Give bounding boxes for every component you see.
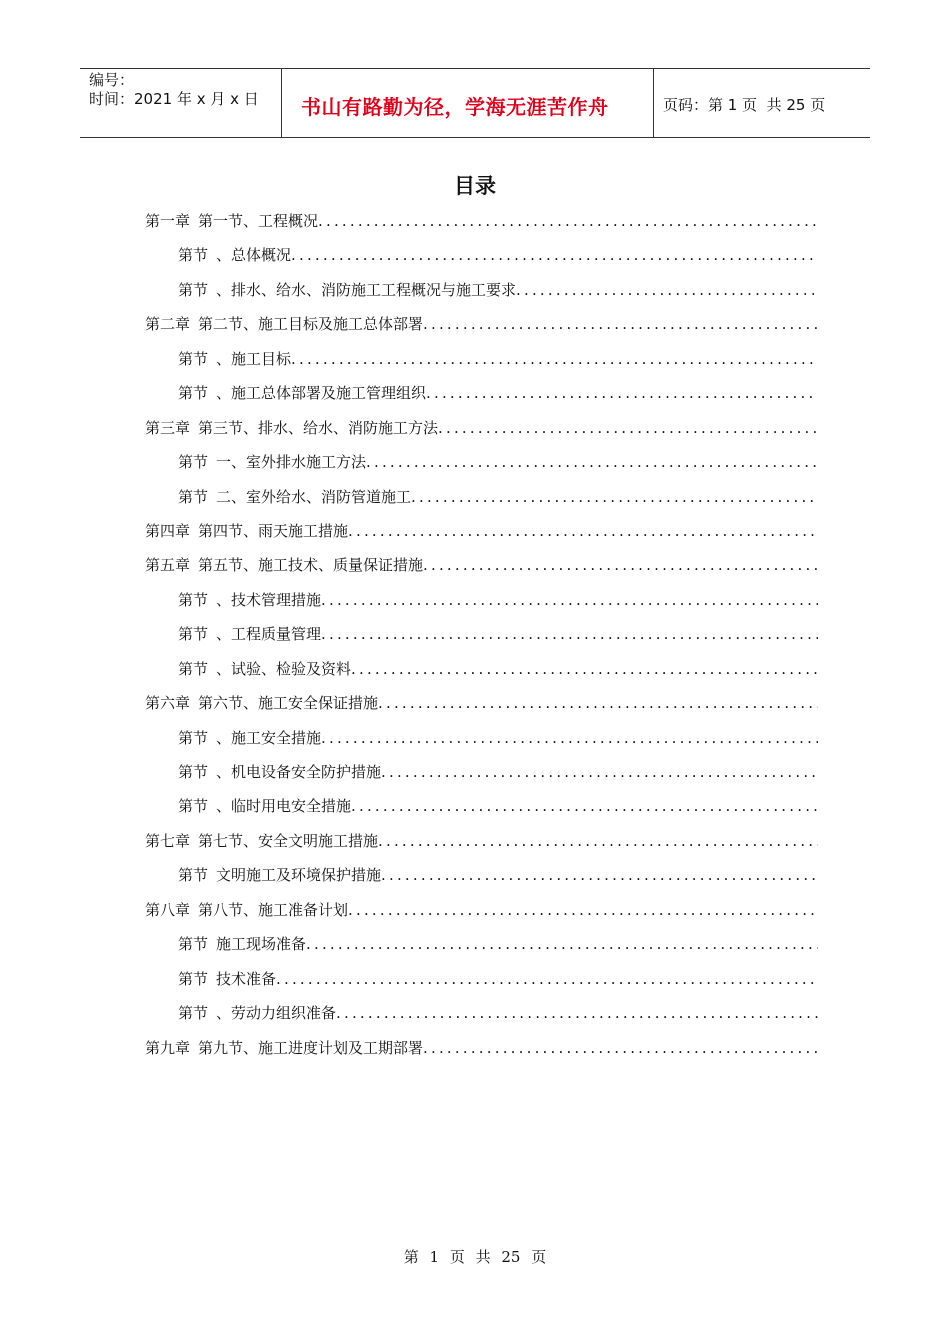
toc-entry-text: 、劳动力组织准备	[216, 1004, 337, 1023]
toc-entry-text: 、临时用电安全措施	[216, 797, 352, 816]
toc-entry-number: 第九章	[145, 1038, 191, 1057]
toc-entry-number: 第节	[178, 625, 209, 644]
toc-dot-leader	[351, 656, 818, 682]
toc-entry-number: 第八章	[145, 900, 191, 919]
toc-entry-number: 第四章	[145, 521, 191, 540]
toc-entry-number: 第节	[178, 453, 209, 472]
toc-dot-leader	[321, 621, 818, 647]
toc-entry-number: 第三章	[145, 418, 191, 437]
toc-section-entry[interactable]	[145, 621, 818, 655]
toc-section-entry[interactable]	[145, 862, 818, 896]
page-footer: 第 1 页 共 25 页	[403, 1248, 547, 1266]
toc-dot-leader	[516, 277, 818, 303]
table-of-contents	[145, 208, 818, 1069]
header-motto: 书山有路勤为径，学海无涯苦作舟	[282, 69, 654, 137]
toc-entry-number: 第节	[178, 1004, 209, 1023]
toc-section-entry[interactable]	[145, 242, 818, 276]
toc-title: 目录	[454, 174, 496, 198]
toc-section-entry[interactable]	[145, 1000, 818, 1034]
toc-dot-leader	[381, 759, 818, 785]
toc-entry-text: 技术准备	[216, 969, 277, 988]
page-info-text: 页码：第 1 页 共 25 页	[663, 95, 826, 114]
toc-entry-number: 第节	[178, 797, 209, 816]
toc-entry-number: 第节	[178, 280, 209, 299]
toc-entry-text: 第三节、排水、给水、消防施工方法	[198, 418, 439, 437]
toc-dot-leader	[426, 380, 818, 406]
toc-section-entry[interactable]	[145, 966, 818, 1000]
toc-entry-text: 、总体概况	[216, 246, 292, 265]
toc-section-entry[interactable]	[145, 759, 818, 793]
toc-entry-text: 第六节、施工安全保证措施	[198, 694, 379, 713]
toc-chapter-entry[interactable]	[145, 897, 818, 931]
toc-entry-text: 第五节、施工技术、质量保证措施	[198, 556, 424, 575]
document-date: 时间：2021 年 x 月 x 日	[89, 90, 259, 108]
toc-entry-text: 第二节、施工目标及施工总体部署	[198, 315, 424, 334]
toc-dot-leader	[378, 828, 818, 854]
toc-entry-number: 第一章	[145, 212, 191, 230]
toc-section-entry[interactable]	[145, 346, 818, 380]
toc-section-entry[interactable]	[145, 931, 818, 965]
toc-dot-leader	[438, 415, 818, 441]
toc-dot-leader	[321, 587, 818, 613]
toc-chapter-entry[interactable]	[145, 552, 818, 586]
toc-entry-number: 第节	[178, 349, 209, 368]
toc-entry-number: 第节	[178, 866, 209, 885]
toc-entry-number: 第节	[178, 246, 209, 265]
toc-entry-text: 一、室外排水施工方法	[216, 453, 367, 472]
header-page-info	[654, 69, 870, 137]
toc-section-entry[interactable]	[145, 277, 818, 311]
toc-entry-number: 第七章	[145, 831, 191, 850]
toc-entry-text: 、机电设备安全防护措施	[216, 763, 382, 781]
toc-dot-leader	[366, 449, 818, 475]
toc-entry-text: 第一节、工程概况	[198, 212, 319, 230]
toc-dot-leader	[291, 346, 818, 372]
toc-chapter-entry[interactable]	[145, 208, 818, 242]
toc-dot-leader	[381, 862, 818, 888]
toc-entry-number: 第节	[178, 969, 209, 988]
toc-dot-leader	[411, 484, 818, 510]
toc-entry-text: 第九节、施工进度计划及工期部署	[198, 1038, 424, 1057]
toc-entry-text: 第八节、施工准备计划	[198, 900, 349, 919]
toc-dot-leader	[423, 552, 818, 578]
toc-entry-text: 、施工目标	[216, 349, 292, 368]
toc-dot-leader	[348, 897, 818, 923]
toc-dot-leader	[318, 208, 818, 234]
toc-section-entry[interactable]	[145, 793, 818, 827]
toc-entry-text: 、施工安全措施	[216, 728, 322, 747]
toc-entry-number: 第节	[178, 935, 209, 954]
document-header	[80, 68, 870, 138]
toc-entry-text: 、施工总体部署及施工管理组织	[216, 384, 427, 403]
toc-entry-text: 、技术管理措施	[216, 590, 322, 609]
toc-chapter-entry[interactable]	[145, 690, 818, 724]
toc-entry-text: 文明施工及环境保护措施	[216, 866, 382, 885]
toc-chapter-entry[interactable]	[145, 828, 818, 862]
toc-section-entry[interactable]	[145, 725, 818, 759]
toc-entry-text: 、排水、给水、消防施工工程概况与施工要求	[216, 280, 517, 299]
toc-dot-leader	[291, 242, 818, 268]
toc-entry-text: 施工现场准备	[216, 935, 307, 954]
toc-dot-leader	[423, 311, 818, 337]
document-number-label: 编号：	[89, 71, 135, 89]
toc-dot-leader	[276, 966, 818, 992]
toc-entry-text: 、试验、检验及资料	[216, 659, 352, 678]
toc-entry-number: 第节	[178, 384, 209, 403]
toc-entry-number: 第二章	[145, 315, 191, 334]
toc-entry-number: 第节	[178, 659, 209, 678]
toc-chapter-entry[interactable]	[145, 311, 818, 345]
toc-dot-leader	[378, 690, 818, 716]
toc-dot-leader	[351, 793, 818, 819]
toc-entry-number: 第节	[178, 728, 209, 747]
toc-dot-leader	[336, 1000, 818, 1026]
toc-section-entry[interactable]	[145, 656, 818, 690]
toc-dot-leader	[348, 518, 818, 544]
toc-entry-text: 第七节、安全文明施工措施	[198, 831, 379, 850]
toc-chapter-entry[interactable]	[145, 1035, 818, 1069]
header-meta	[80, 69, 282, 137]
toc-entry-text: 二、室外给水、消防管道施工	[216, 487, 412, 506]
toc-dot-leader	[423, 1035, 818, 1061]
toc-entry-number: 第节	[178, 487, 209, 506]
toc-section-entry[interactable]	[145, 587, 818, 621]
toc-section-entry[interactable]	[145, 449, 818, 483]
toc-entry-number: 第五章	[145, 556, 191, 575]
toc-entry-number: 第六章	[145, 694, 191, 713]
toc-dot-leader	[321, 725, 818, 751]
toc-entry-text: 第四节、雨天施工措施	[198, 521, 349, 540]
toc-section-entry[interactable]	[145, 380, 818, 414]
toc-chapter-entry[interactable]	[145, 518, 818, 552]
toc-entry-number: 第节	[178, 763, 209, 781]
toc-section-entry[interactable]	[145, 484, 818, 518]
toc-entry-number: 第节	[178, 590, 209, 609]
toc-entry-text: 、工程质量管理	[216, 625, 322, 644]
toc-dot-leader	[306, 931, 818, 957]
toc-chapter-entry[interactable]	[145, 415, 818, 449]
